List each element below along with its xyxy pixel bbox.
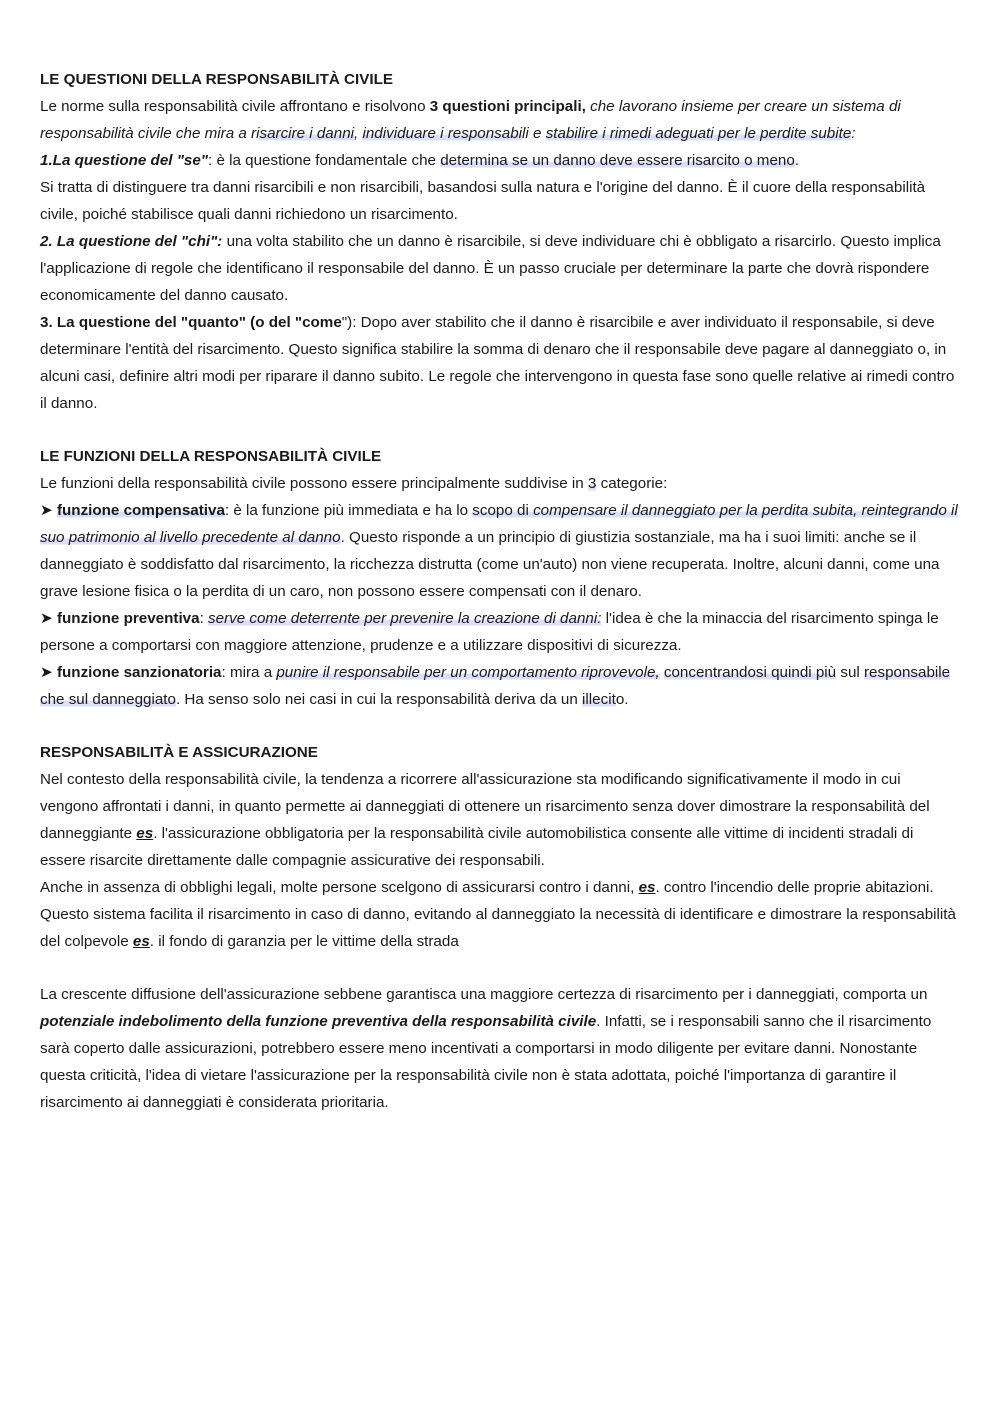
text-run: . bbox=[794, 152, 800, 169]
section-3 bbox=[40, 739, 960, 1116]
highlighted-text: serve come deterrente per prevenire la creazione di danni: bbox=[208, 610, 602, 627]
paragraph bbox=[40, 981, 960, 1116]
text-run: Le norme sulla responsabilità civile affrontano e risolvono bbox=[40, 98, 430, 115]
paragraph bbox=[40, 605, 960, 659]
highlighted-text: funzione compensativa bbox=[56, 502, 225, 519]
paragraph bbox=[40, 497, 960, 605]
paragraph bbox=[40, 766, 960, 874]
highlighted-text: individuare i responsabi bbox=[362, 125, 523, 142]
highlighted-text: illecit bbox=[582, 691, 616, 708]
highlighted-text: sarcire i danni bbox=[259, 125, 355, 142]
paragraph bbox=[40, 309, 960, 417]
text-run: La crescente diffusione dell'assicurazione sebbene garantisca una maggiore certezza di risarcimento per i danneggiati, comporta un bbox=[40, 986, 928, 1003]
text-run: : è la questione fondamentale che bbox=[208, 152, 441, 169]
text-run: categorie: bbox=[596, 475, 668, 492]
paragraph bbox=[40, 470, 960, 497]
highlighted-text: determina se un danno deve essere risarcito o meno bbox=[440, 152, 795, 169]
text-run: 3. La questione del "quanto" (o del "come bbox=[40, 314, 342, 331]
highlighted-text: concentrandosi quindi più bbox=[663, 664, 837, 681]
text-run: li e bbox=[522, 125, 546, 142]
example-marker: es bbox=[638, 879, 656, 896]
text-run: 3 questioni principali, bbox=[429, 98, 586, 115]
text-run: : mira a bbox=[221, 664, 277, 681]
text-run: ➤ bbox=[40, 664, 57, 681]
text-run: Le funzioni della responsabilità civile possono essere principalmente suddivise in bbox=[40, 475, 588, 492]
text-run: : bbox=[199, 610, 209, 627]
text-run: . il fondo di garanzia per le vittime della strada bbox=[149, 933, 459, 950]
text-run: ➤ bbox=[40, 610, 57, 627]
text-run: 2. La questione del "chi": bbox=[40, 233, 223, 250]
highlighted-text: punire il responsabile per un comportamento riprovevole, bbox=[276, 664, 660, 681]
text-run: , bbox=[354, 125, 363, 142]
example-marker: es bbox=[136, 825, 154, 842]
section-heading: RESPONSABILITÀ E ASSICURAZIONE bbox=[40, 744, 318, 761]
text-run: . l'assicurazione obbligatoria per la responsabilità civile automobilistica consente alle vittime di incidenti stradali di essere risarcite direttamente dalle compagnie assicurative dei responsabili. bbox=[40, 825, 914, 869]
text-run: sul bbox=[836, 664, 864, 681]
paragraph bbox=[40, 174, 960, 228]
text-run: Si tratta di distinguere tra danni risarcibili e non risarcibili, basandosi sulla natura e l'origine del danno. È il cuore della responsabilità civile, poiché stabilisce quali danni richiedono un risarcimento. bbox=[40, 179, 926, 223]
highlighted-text: stabilire i rimedi adeguati per le perdite subite bbox=[545, 125, 852, 142]
paragraph bbox=[40, 228, 960, 309]
paragraph bbox=[40, 874, 960, 955]
paragraph bbox=[40, 93, 960, 147]
example-marker: es bbox=[132, 933, 150, 950]
paragraph bbox=[40, 659, 960, 713]
text-run: Anche in assenza di obblighi legali, molte persone scelgono di assicurarsi contro i danni, bbox=[40, 879, 639, 896]
text-run: potenziale indebolimento della funzione preventiva della responsabilità civile bbox=[40, 1013, 597, 1030]
highlighted-text: scopo di bbox=[472, 502, 534, 519]
section-2 bbox=[40, 443, 960, 713]
text-run: che lavorano insieme per creare un sistema di responsabilità civile che mira a ri bbox=[40, 98, 901, 142]
text-run: . Questo risponde a un principio di giustizia sostanziale, ma ha i suoi limiti: anche se il danneggiato è soddisfatto dal risarcimento, la ricchezza distrutta (come un'auto) non viene recuperata. Inoltre, alcuni danni, come una grave lesione fisica o la perdita di un caro, non possono essere compensati con il denaro. bbox=[40, 529, 940, 600]
text-run: 1.La questione del "se" bbox=[40, 152, 209, 169]
highlighted-text: responsabile che sul danneggiato bbox=[40, 664, 951, 708]
text-run: . contro l'incendio delle proprie abitazioni. Questo sistema facilita il risarcimento in caso di danno, evitando al danneggiato la necessità di identificare e dimostrare la responsabilità del colpevole bbox=[40, 879, 956, 950]
text-run: funzione preventiva bbox=[56, 610, 200, 627]
text-run: o. bbox=[615, 691, 629, 708]
paragraph-spacer bbox=[40, 955, 960, 981]
section-heading: LE QUESTIONI DELLA RESPONSABILITÀ CIVILE bbox=[40, 71, 393, 88]
section-1 bbox=[40, 66, 960, 417]
text-run: funzione sanzionatoria bbox=[56, 664, 222, 681]
section-heading: LE FUNZIONI DELLA RESPONSABILITÀ CIVILE bbox=[40, 448, 382, 465]
paragraph bbox=[40, 147, 960, 174]
highlighted-text: compensare il danneggiato per la perdita subita, reintegrando il suo patrimonio al livello precedente al danno bbox=[40, 502, 958, 546]
text-run: . Ha senso solo nei casi in cui la responsabilità deriva da un bbox=[175, 691, 583, 708]
text-run: Nel contesto della responsabilità civile, la tendenza a ricorrere all'assicurazione sta modificando significativamente il modo in cui vengono affrontati i danni, in quanto permette ai danneggiati di ottenere un risarcimento senza dover dimostrare la responsabilità del danneggiante bbox=[40, 771, 930, 842]
text-run: ➤ bbox=[40, 502, 57, 519]
text-run: l'idea è che la minaccia del risarcimento spinga le persone a comportarsi con maggiore attenzione, prudenze e a utilizzare dispositivi di sicurezza. bbox=[40, 610, 939, 654]
text-run: . Infatti, se i responsabili sanno che il risarcimento sarà coperto dalle assicurazioni, potrebbero essere meno incentivati a comportarsi in modo diligente per evitare danni. Nonostante questa criticità, l'idea di vietare l'assicurazione per la responsabilità civile non è stata adottata, poiché l'importanza di garantire il risarcimento ai danneggiati è considerata prioritaria. bbox=[40, 1013, 932, 1111]
text-run: una volta stabilito che un danno è risarcibile, si deve individuare chi è obbligato a risarcirlo. Questo implica l'applicazione di regole che identificano il responsabile del danno. È un passo cruciale per determinare la parte che dovrà rispondere economicamente del danno causato. bbox=[40, 233, 941, 304]
text-run: : bbox=[851, 125, 856, 142]
highlighted-text: 3 bbox=[587, 475, 597, 492]
text-run: : è la funzione più immediata e ha lo bbox=[224, 502, 473, 519]
text-run: "): Dopo aver stabilito che il danno è risarcibile e aver individuato il responsabile, si deve determinare l'entità del risarcimento. Questo significa stabilire la somma di denaro che il responsabile deve pagare al danneggiato o, in alcuni casi, definire altri modi per riparare il danno subito. Le regole che intervengono in questa fase sono quelle relative ai rimedi contro il danno. bbox=[40, 314, 955, 412]
